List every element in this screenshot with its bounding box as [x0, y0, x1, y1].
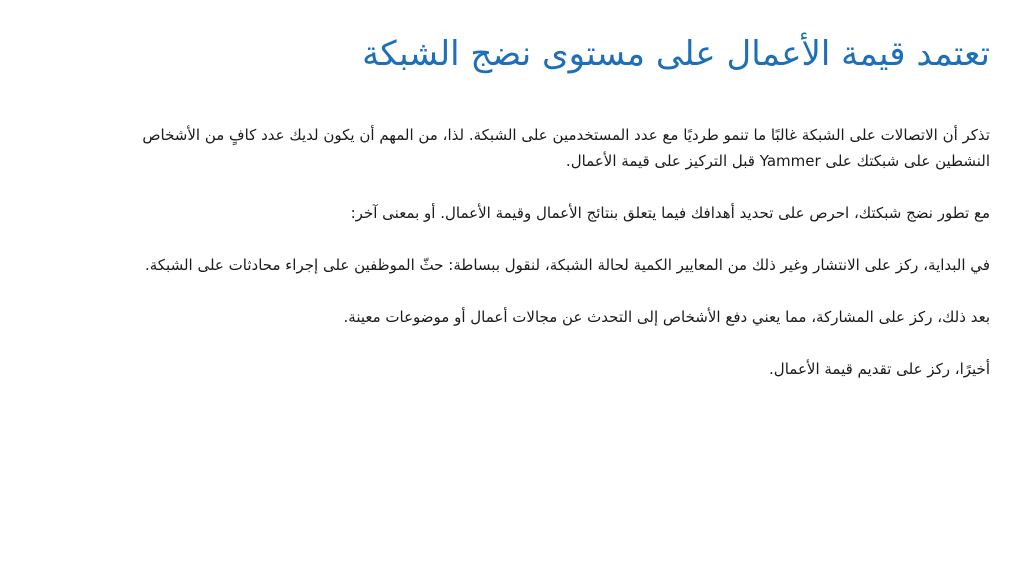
paragraph-stage-engagement: بعد ذلك، ركز على المشاركة، مما يعني دفع الأشخاص إلى التحدث عن مجالات أعمال أو موضوعات معينة. — [343, 308, 990, 326]
paragraph-network-size: تذكر أن الاتصالات على الشبكة غالبًا ما تنمو طرديًا مع عدد المستخدمين على الشبكة. لذا، من المهم أن يكون لديك عدد كافٍ من الأشخاص النشطين على شبكتك على Yammer قبل التركيز على قيمة الأعمال. — [142, 126, 990, 170]
paragraph-maturity-goals: مع تطور نضج شبكتك، احرص على تحديد أهدافك فيما يتعلق بنتائج الأعمال وقيمة الأعمال. أو بمعنى آخر: — [350, 204, 990, 222]
paragraph-stage-business-value: أخيرًا، ركز على تقديم قيمة الأعمال. — [769, 360, 990, 378]
paragraph-stage-reach: في البداية، ركز على الانتشار وغير ذلك من المعايير الكمية لحالة الشبكة، لنقول ببساطة: حثّ الموظفين على إجراء محادثات على الشبكة. — [144, 256, 990, 274]
slide-title: تعتمد قيمة الأعمال على مستوى نضج الشبكة — [362, 34, 990, 74]
slide-body — [120, 122, 990, 408]
